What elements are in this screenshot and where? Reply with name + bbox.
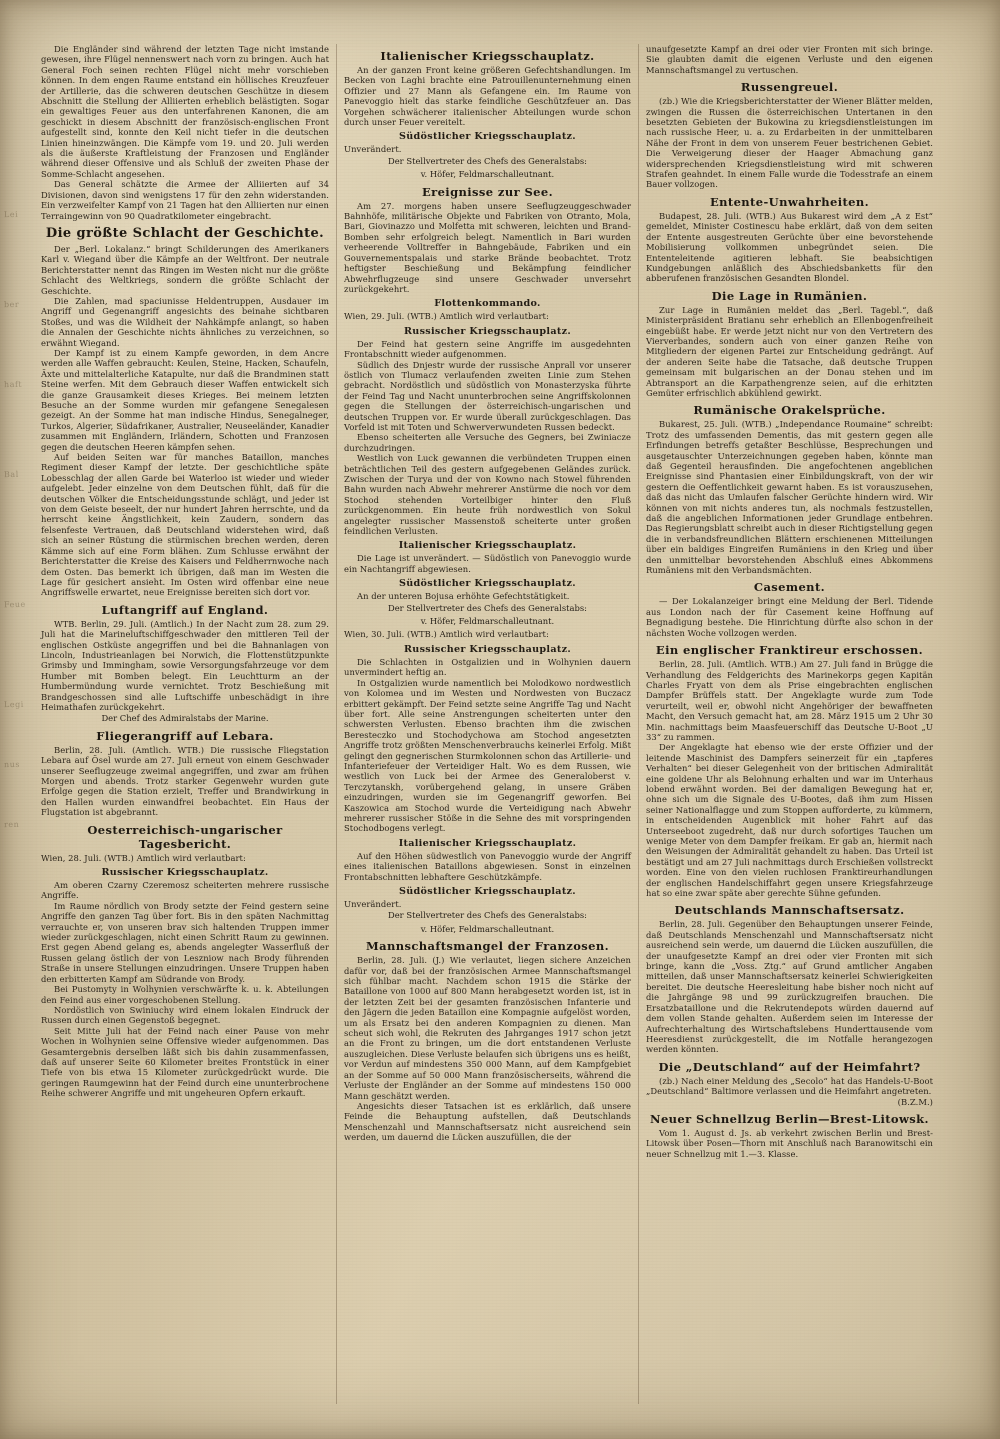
article-paragraph: An der ganzen Front keine größeren Gefechtshandlungen. Im Becken von Laghi brachte eine Patrouillenunternehmung einen Offizier und 27 Mann als Gefangene ein. Im Raume von Panevoggio hielt das starke feindliche Geschützfeuer an. Das Vorgehen schwächerer italienischer Abteilungen wurde schon durch unser Feuer vereitelt. bbox=[344, 65, 631, 128]
article-paragraph: (zb.) Wie die Kriegsberichterstatter der Wiener Blätter melden, zwingen die Russen die österreichischen Untertanen in den besetzten Gebieten der Bukowina zu kriegsdienstleistungen im nach russische Heer, u. a. zu Erdarbeiten in der unmittelbaren Nähe der Front in dem von unserem Feuer bestrichenen Gebiet. Die Verweigerung dieser der Haager Abmachung ganz widersprechenden Kriegsdienstleistung wird mit schweren Strafen geahndet. In einem Falle wurde die Todesstrafe an einem Bauer vollzogen. bbox=[646, 96, 933, 190]
article-paragraph: Der Feind hat gestern seine Angriffe im ausgedehnten Frontabschnitt wieder aufgenommen. bbox=[344, 338, 631, 360]
article-signature: Der Chef des Admiralstabs der Marine. bbox=[101, 713, 269, 724]
article-paragraph: Bei Pustomyty in Wolhynien verschwärfte k. u. k. Abteilungen den Feind aus einer vorgeschobenen Stellung. bbox=[41, 984, 329, 1005]
article-paragraph: Berlin, 28. Juli. (J.) Wie verlautet, liegen sichere Anzeichen dafür vor, daß bei der französischen Armee Mannschaftsmangel sich fühlbar macht. Nachdem schon 1915 die Stärke der Bataillone von 1000 auf 800 Mann herabgesetzt worden ist, ist in der letzten Zeit bei der gesamten französischen Infanterie und den Jägern die jeden Bataillon eine Kompagnie aufgelöst worden, um als Ersatz bei den anderen Kompagnien zu dienen. Man scheut sich wohl, die Rekruten des Jahrganges 1917 schon jetzt an die Front zu bringen, um die dort entstandenen Verluste auszugleichen. Diese Verluste belaufen sich übrigens uns es heißt, vor Verdun auf mindestens 350 000 Mann, auf dem Kampfgebiet an der Somme auf 50 000 Mann französischerseits, während die Verluste der Engländer an der Somme auf mindestens 150 000 Mann geschätzt werden. bbox=[344, 955, 631, 1101]
article-columns bbox=[34, 44, 966, 1404]
article-paragraph: Bukarest, 25. Juli. (WTB.) „Independance Roumaine“ schreibt: Trotz des umfassenden Dementis, das mit gestern gegen alle Erfindungen betreffs getaßter Beschlüsse, Besprechungen und ausgetauschter Unterzeichnungen gegeben haben, könnte man daß Gegenteil herausfinden. Die angefochtenen angeblichen Ereignisse sind Phantasien einer Einbildungskraft, von der wir gestern die Oeffentlichkeit gewarnt haben. Es ist vorauszusehen, daß das nicht das Umlaufen falscher Gerüchte hindern wird. Wir können von mit nichts anderes tun, als nochmals festzustellen, daß die angeblichen Informationen jeder Grundlage entbehren. Das Regierungsblatt schreibt auch in dieser Richtigstellung gegen die in verbandsfreundlichen Blättern erschienenen Mitteilungen über ein baldiges Eingreifen Rumäniens in den Krieg und über den unmittelbar bevorstehenden Abschluß eines Abkommens Rumäniens mit den Verbandsmächten. bbox=[646, 419, 933, 576]
article-paragraph: (zb.) Nach einer Meldung des „Secolo“ hat das Handels-U-Boot „Deutschland“ Baltimore verlassen und die Heimfahrt angetreten. bbox=[646, 1075, 933, 1097]
article-paragraph: Die Lage ist unverändert. — Südöstlich von Panevoggio wurde ein Nachtangriff abgewiesen. bbox=[344, 553, 631, 574]
column-1 bbox=[34, 44, 336, 1404]
article-subheadline: Italienischer Kriegsschauplatz. bbox=[398, 540, 577, 552]
article-headline: Entente-Unwahrheiten. bbox=[709, 194, 870, 209]
article-paragraph: Berlin, 28. Juli. (Amtlich. WTB.) Am 27. Juli fand in Brügge die Verhandlung des Feldgerichts des Marinekorps gegen Kapitän Charles Fryatt von dem als Prise eingebrachten englischen Dampfer Brüffels statt. Der Angeklagte wurde zum Tode verurteilt, weil er, obwohl nicht Angehöriger der bewaffneten Macht, den Versuch gemacht hat, am 28. März 1915 um 2 Uhr 30 Min. nachmittags beim Maasfeuerschiff das Deutsche U-Boot „U 33“ zu rammen. bbox=[646, 659, 933, 742]
article-paragraph: Am 27. morgens haben unsere Seeflugzeuggeschwader Bahnhöfe, militärische Objekte und Fabriken von Otranto, Mola, Bari, Giovinazzo und Molfetta mit schweren, leichten und Brand-Bomben sehr erfolgreich belegt. Namentlich in Bari wurden verheerende Volltreffer in Bahngebäude, Fabriken und ein Gouvernementspalais und starke Brände beobachtet. Trotz heftigster Beschießung und Bekämpfung feindlicher Abwehrflugzeuge sind unsere Geschwader unversehrt zurückgekehrt. bbox=[344, 200, 631, 294]
article-paragraph: Das General schätzte die Armee der Alliierten auf 34 Divisionen, davon sind wenigstens 17 für den zehn widerstanden. Ein verzweifelter Kampf von 21 Tagen hat den Alliierten nur einen Terraingewinn von 90 Quadratkilometer eingebracht. bbox=[41, 179, 329, 221]
article-paragraph: Berlin, 28. Juli. (Amtlich. WTB.) Die russische Fliegstation Lebara auf Ösel wurde am 27. Juli erneut von einem Geschwader unserer Seeflugzeuge zweimal angegriffen, und zwar am frühen Morgen und abends. Trotz starker Gegenwehr wurden gute Erfolge gegen die Station erzielt, Treffer und Brandwirkung in den Hallen wurden einwandfrei beobachtet. Ein Haus der Flugstation ist abgebrannt. bbox=[41, 744, 329, 818]
article-signature: Der Stellvertreter des Chefs des Generalstabs: bbox=[388, 155, 587, 166]
article-headline: Ein englischer Franktireur erschossen. bbox=[655, 643, 924, 658]
article-signature: Der Stellvertreter des Chefs des Generalstabs: bbox=[388, 910, 587, 921]
article-paragraph: Westlich von Luck gewannen die verbündeten Truppen einen beträchtlichen Teil des gestern aufgegebenen Geländes zurück. Zwischen der Turya und der von Kowno nach Stowel führenden Bahn wurden nach Abwehr mehrerer Anstürme die noch vor dem Stochod stehenden Vorteilbiger hinter den Fluß zurückgenommen. Ein heute früh nordwestlich von Sokul angelegter russischer Massenstoß scheiterte unter großen feindlichen Verlusten. bbox=[344, 453, 631, 537]
article-paragraph: Budapest, 28. Juli. (WTB.) Aus Bukarest wird dem „A z Est“ gemeldet, Minister Costinescu habe erklärt, daß von dem seiten der Entente ausgestreuten Gerüchte über eine bevorstehende Mobilisierung vollkommen unbegründet seien. Die Ententeleitende agitieren lebhaft. Sie beabsichtigen Kundgebungen anläßlich des Abschiedsbanketts für den abberufenen französischen Gesandten Blondel. bbox=[646, 210, 933, 284]
article-paragraph: Zur Lage in Rumänien meldet das „Berl. Tagebl.“, daß Ministerpräsident Bratianu sehr erheblich an Ellenbogenfreiheit eingebüßt habe. Er werde jetzt nicht nur von den Vertretern des Vierverbandes, sondern auch von einer ganzen Reihe von Mitgliedern der eigenen Partei zur Entscheidung gedrängt. Auf der anderen Seite habe die Tatsache, daß deutsche Truppen gemeinsam mit bulgarischen an der Donau stehen und im Abtransport an die Karpathengrenze seien, auf die erhitzten Gemüter erfrischlich abkühlend gewirkt. bbox=[646, 304, 933, 398]
article-subheadline: Südöstlicher Kriegsschauplatz. bbox=[399, 578, 576, 590]
article-headline: Mannschaftsmangel der Franzosen. bbox=[365, 939, 610, 954]
article-paragraph: Wien, 30. Juli. (WTB.) Amtlich wird verlautbart: bbox=[344, 629, 549, 640]
article-paragraph: Berlin, 28. Juli. Gegenüber den Behauptungen unserer Feinde, daß Deutschlands Menschenzahl und Mannschaftsersatz nicht ausreichend sein werde, um dauernd die Lücken auszufüllen, die der unaufgesetzte Kampf an drei oder vier Fronten mit sich bringe, kann die „Voss. Ztg.“ auf Grund amtlicher Angaben mitteilen, daß unser Mannschaftsersatz keinerlei Schwierigkeiten bereitet. Die deutsche Heeresleitung habe bisher noch nicht auf die Jahrgänge 98 und 99 zurückzugreifen brauchen. Die Ersatzbataillone und die Rekrutendepots würden dauernd auf dem vollen Stande gehalten. Außerdem seien im Interesse der Aufrechterhaltung des Wirtschaftslebens Hunderttausende vom Heeresdienst zurückgestellt, die im Notfalle herangezogen werden könnten. bbox=[646, 919, 933, 1055]
article-paragraph: Wien, 28. Juli. (WTB.) Amtlich wird verlautbart: bbox=[41, 852, 246, 863]
article-paragraph: Wien, 29. Juli. (WTB.) Amtlich wird verlautbart: bbox=[344, 311, 549, 322]
article-headline: Fliegerangriff auf Lebara. bbox=[96, 728, 274, 743]
article-headline: Luftangriff auf England. bbox=[101, 602, 269, 617]
article-paragraph: Angesichts dieser Tatsachen ist es erklärlich, daß unsere Feinde die Behauptung aufstellen, daß Deutschlands Menschenzahl und Mannschaftsersatz nicht ausreichend sein werden, um dauernd die Lücken auszufüllen, die der bbox=[344, 1100, 631, 1143]
article-headline: Casement. bbox=[753, 580, 826, 595]
article-headline: Oesterreichisch-ungarischer Tagesbericht. bbox=[87, 822, 283, 851]
article-paragraph: Die Zahlen, mad spaciunisse Heldentruppen, Ausdauer im Angriff und Gegenangriff angesichts des beinahe sichtbaren Stoßes, und was die Wildheit der Nahkämpfe anlangt, so haben die Annalen der Geschichte nichts ähnliches zu verzeichnen, so erwähnt Wiegand. bbox=[41, 295, 329, 348]
article-signature: v. Höfer, Feldmarschalleutnant. bbox=[420, 169, 555, 180]
article-subheadline: Italienischer Kriegsschauplatz. bbox=[398, 837, 577, 849]
margin-annotations: Lei ber haft Bal Feue Legi nus ren bbox=[3, 209, 26, 830]
article-subheadline: Russischer Kriegsschauplatz. bbox=[404, 325, 571, 337]
article-paragraph: An der unteren Bojusa erhöhte Gefechtstätigkeit. bbox=[357, 591, 570, 602]
article-paragraph: Unverändert. bbox=[344, 899, 402, 909]
article-paragraph: Am oberen Czarny Czeremosz scheiterten mehrere russische Angriffe. bbox=[41, 880, 329, 901]
article-subheadline: Russischer Kriegsschauplatz. bbox=[404, 643, 571, 655]
article-subheadline: Flottenkommando. bbox=[434, 298, 541, 310]
article-paragraph: Unverändert. bbox=[344, 144, 402, 155]
article-headline: Rumänische Orakelsprüche. bbox=[693, 403, 886, 418]
article-paragraph: Die Engländer sind während der letzten Tage nicht imstande gewesen, ihre Flügel nennenswert nach vorn zu bringen. Auch hat General Foch seinen rechten Flügel nicht mehr vorschieben können. In dem engen Raume entstand ein höllisches Kreuzfeuer der Artillerie, das die schweren deutschen Geschütze in diesem Abschnitt die Stellung der Alliierten erheblich belästigten. Sogar ein gewaltiges Feuer aus den unterfahrenen Kanonen, die am geschickt in diesem Abschnitt der französisch-englischen Front aufgestellt sind, konnte den Keil nicht tiefer in die deutschen Linien hineinzwängen. Die Kämpfe vom 19. und 20. Juli werden als die äußerste Kraftleistung der Franzosen und Engländer während dieser Offensive und als Schluß der zweiten Phase der Somme-Schlacht angesehen. bbox=[41, 44, 329, 179]
article-headline: Ereignisse zur See. bbox=[421, 184, 554, 199]
article-signature: v. Höfer, Feldmarschalleutnant. bbox=[420, 923, 555, 934]
article-headline: Die „Deutschland“ auf der Heimfahrt? bbox=[658, 1059, 921, 1074]
article-paragraph: — Der Lokalanzeiger bringt eine Meldung der Berl. Tidende aus London nach der für Casement keine Hoffnung auf Begnadigung bestehe. Die Hinrichtung dürfte also schon in der nächsten Woche vollzogen werden. bbox=[646, 596, 933, 638]
article-paragraph: Der Kampf ist zu einem Kampfe geworden, in dem Ancre werden alle Waffen gebraucht: Keulen, Steine, Hacken, Schaufeln, Äxte und mittelalterliche Katapulte, nur daß die Brandminen statt Steine werfen. Mit dem Gebrauch dieser Waffen entwickelt sich die ganze Grausamkeit dieses Krieges. Bei meinem letzten Besuche an der Somme wurden mir gefangene Senegalesen gezeigt. An der Somme hat man indische Hindus, Senegalneger, Turkos, Algerier, Südafrikaner, Australier, Neuseeländer, Kanadier zusammen mit Engländern, Irländern, Schotten und Franzosen gegen die deutschen Heeren kämpfen sehen. bbox=[41, 347, 329, 452]
article-headline: Die größte Schlacht der Geschichte. bbox=[45, 225, 325, 241]
article-paragraph: In Ostgalizien wurde namentlich bei Molodkowo nordwestlich von Kolomea und im Westen und Nordwesten von Buczacz erbittert gekämpft. Der Feind setzte seine Angriffe Tag und Nacht über fort. Alle seine Anstrengungen scheiterten unter den schwersten Verlusten. Ebenso brachten ihm die zwischen Beresteczko und Stochodychowa am Stochod angesetzten Angriffe trotz größten Menschenverbrauchs keinerlei Erfolg. Mißt gelingt den gegnerischen Sturmkolonnen schon das Artillerie- und Infanteriefeuer der Verteidiger Halt. Wo es dem Russen, wie westlich von Luck bei der Armee des Generaloberst v. Terczytanskh, vorübergehend gelang, in unsere Gräben einzudringen, wurden sie im Gegenangriff geworfen. Bei Kaszowica am Stochod wurde die Verteidigung nach Abwehr mehrerer russischer Stöße in die Sehne des mit vorspringenden Stochodbogens verlegt. bbox=[344, 677, 631, 834]
article-paragraph: Der Angeklagte hat ebenso wie der erste Offizier und der leitende Maschinist des Dampfers seinerzeit für ein „tapferes Verhalten“ bei dieser Gelegenheit von der britischen Admiralität eine goldene Uhr als Belohnung erhalten und war im Unterhaus lobend erwähnt worden. Bei der damaligen Bewegung hat er, ohne sich um die Signale des U-Bootes, daß ihm zum Hissen seiner Nationalflagge und zum Stoppen aufforderte, zu kümmern, in entscheidenden Augenblick mit hoher Fahrt auf das Unterseeboot zugedreht, daß nur durch sofortiges Tauchen um wenige Meter von dem Dampfer freikam. Er gab an, hiermit nach den Weisungen der Admiralität gehandelt zu haben. Das Urteil ist bestätigt und am 27 Juli nachmittags durch Erschießen vollstreckt worden. Eine von den vielen ruchlosen Franktireurhandlungen der englischen Handelschiffahrt gegen unsere Kriegsfahrzeuge hat so eine zwar späte aber gerechte Sühne gefunden. bbox=[646, 742, 933, 899]
article-paragraph: (B.Z.M.) bbox=[897, 1096, 933, 1107]
article-headline: Neuer Schnellzug Berlin—Brest-Litowsk. bbox=[650, 1111, 929, 1126]
article-paragraph: WTB. Berlin, 29. Juli. (Amtlich.) In der Nacht zum 28. zum 29. Juli hat die Marineluftschiffgeschwader den mittleren Teil der englischen Ostküste angegriffen und bei die Bahnanlagen von Lincoln, Industrieanlagen bei Norwich, die Flottenstützpunkte Grimsby und Immingham, sowie Versorgungsfahrzeuge vor dem Humber mit Bomben belegt. Ein Leuchtturm an der Humbermündung wurde vernichtet. Trotz Beschießung mit Brandgeschossen sind alle Luftschiffe unbeschädigt in ihre Heimathafen zurückgekehrt. bbox=[41, 618, 329, 712]
article-paragraph: unaufgesetzte Kampf an drei oder vier Fronten mit sich bringe. Sie glaubten damit die eigenen Verluste und den eigenen Mannschaftsmangel zu vertuschen. bbox=[646, 44, 933, 75]
article-paragraph: Vom 1. August d. Js. ab verkehrt zwischen Berlin und Brest-Litowsk über Posen—Thorn mit Anschluß nach Baranowitschi ein neuer Schnellzug mit 1.—3. Klasse. bbox=[646, 1127, 933, 1159]
article-paragraph: Nordöstlich von Swiniuchy wird einem lokalen Eindruck der Russen durch einen Gegenstoß begegnet. bbox=[41, 1004, 329, 1026]
column-2 bbox=[336, 44, 638, 1404]
article-headline: Russengreuel. bbox=[740, 80, 839, 95]
article-subheadline: Südöstlicher Kriegsschauplatz. bbox=[399, 131, 576, 143]
article-subheadline: Russischer Kriegsschauplatz. bbox=[101, 867, 269, 879]
article-paragraph: Auf den Höhen südwestlich von Panevoggio wurde der Angriff eines italienischen Bataillons abgewiesen. Sonst in einzelnen Frontabschnitten lebhaftere Geschützkämpfe. bbox=[344, 850, 631, 882]
article-paragraph: Ebenso scheiterten alle Versuche des Gegners, bei Zwiniacze durchzudringen. bbox=[344, 432, 631, 453]
article-headline: Deutschlands Mannschaftsersatz. bbox=[674, 903, 905, 918]
article-signature: Der Stellvertreter des Chefs des Generalstabs: bbox=[388, 602, 587, 613]
article-subheadline: Südöstlicher Kriegsschauplatz. bbox=[399, 886, 576, 897]
article-paragraph: Südlich des Dnjestr wurde der russische Anprall vor unserer östlich von Tlumacz verlaufenden zweiten Linie zum Stehen gebracht. Nordöstlich und südöstlich von Monasterzyska führte der Feind Tag und Nacht ununterbrochen seine Angriffskolonnen gegen die Stellungen der österreichisch-ungarischen und deutschen Truppen vor. Er wurde überall zurückgeschlagen. Das Vorfeld ist mit Toten und Schwerverwundeten Russen bedeckt. bbox=[344, 359, 631, 432]
article-paragraph: Der „Berl. Lokalanz.“ bringt Schilderungen des Amerikaners Karl v. Wiegand über die Kämpfe an der Weltfront. Der neutrale Berichterstatter nennt das Ringen im Westen nicht nur die größte Schlacht des Weltkriegs, sondern die größte Schlacht der Geschichte. bbox=[41, 243, 329, 296]
article-headline: Italienischer Kriegsschauplatz. bbox=[380, 49, 595, 63]
article-headline: Die Lage in Rumänien. bbox=[711, 288, 868, 303]
article-paragraph: Seit Mitte Juli hat der Feind nach einer Pause von mehr Wochen in Wolhynien seine Offensive wieder aufgenommen. Das Gesamtergebnis derselben läßt sich bis dahin zusammenfassen, daß auf unserer Seite 60 Kilometer breites Frontstück in einer Tiefe von bis etwa 15 Kilometer zurückgedrückt wurde. Die geringen Raumgewinn hat der Feind durch eine ununterbrochene Reihe schwerer Angriffe und mit ungeheuren Opfern erkauft. bbox=[41, 1025, 329, 1099]
article-signature: v. Höfer, Feldmarschalleutnant. bbox=[420, 616, 555, 627]
column-3 bbox=[638, 44, 940, 1404]
article-paragraph: Auf beiden Seiten war für manches Bataillon, manches Regiment dieser Kampf der letzte. Der geschichtliche späte Lobesschlag der allen Garde bei Waterloo ist wieder und wieder aufgelebt. Jeder einzelne von dem Deutschen fühlt, daß für die deutschen Völker die Entscheidungsstunde schlägt, und jeder ist von dem Geiste beseelt, der nur hundert Jahren herrschte, und da herrscht keine Ängstlichkeit, kein Zaudern, sondern das felsenfeste Vertrauen, daß Deutschland widerstehen wird, daß sich an seiner Rüstung die stürmischen brechen werden, deren Kämme sich auf eine Form blähen. Zum Schlusse erwähnt der Berichterstatter die Kreise des Kaisers und Feldherrnwoche nach dem Osten. Das bemerkt ich übrigen, daß man im Westen die Lage für gesichert ansieht. Im Osten wird offenbar eine neue Angriffswelle erwartet, neue Ereignisse bereiten sich dort vor. bbox=[41, 452, 329, 598]
article-paragraph: Im Raume nördlich von Brody setzte der Feind gestern seine Angriffe den ganzen Tag über fort. Bis in den späten Nachmittag verrauchte er, von unseren brav sich haltenden Truppen immer wieder zurückgeschlagen, nicht einen Schritt Raum zu gewinnen. Erst gegen Abend gelang es, abends angelegter Wasserfluß der Russen gelang östlich der von Leszniow nach Brody führenden Straße in unsere Stellungen einzudringen. Unsere Truppen haben den erbitterten Kampf am Südrande von Brody. bbox=[41, 900, 329, 984]
article-paragraph: Die Schlachten in Ostgalizien und in Wolhynien dauern unvermindert heftig an. bbox=[344, 656, 631, 678]
